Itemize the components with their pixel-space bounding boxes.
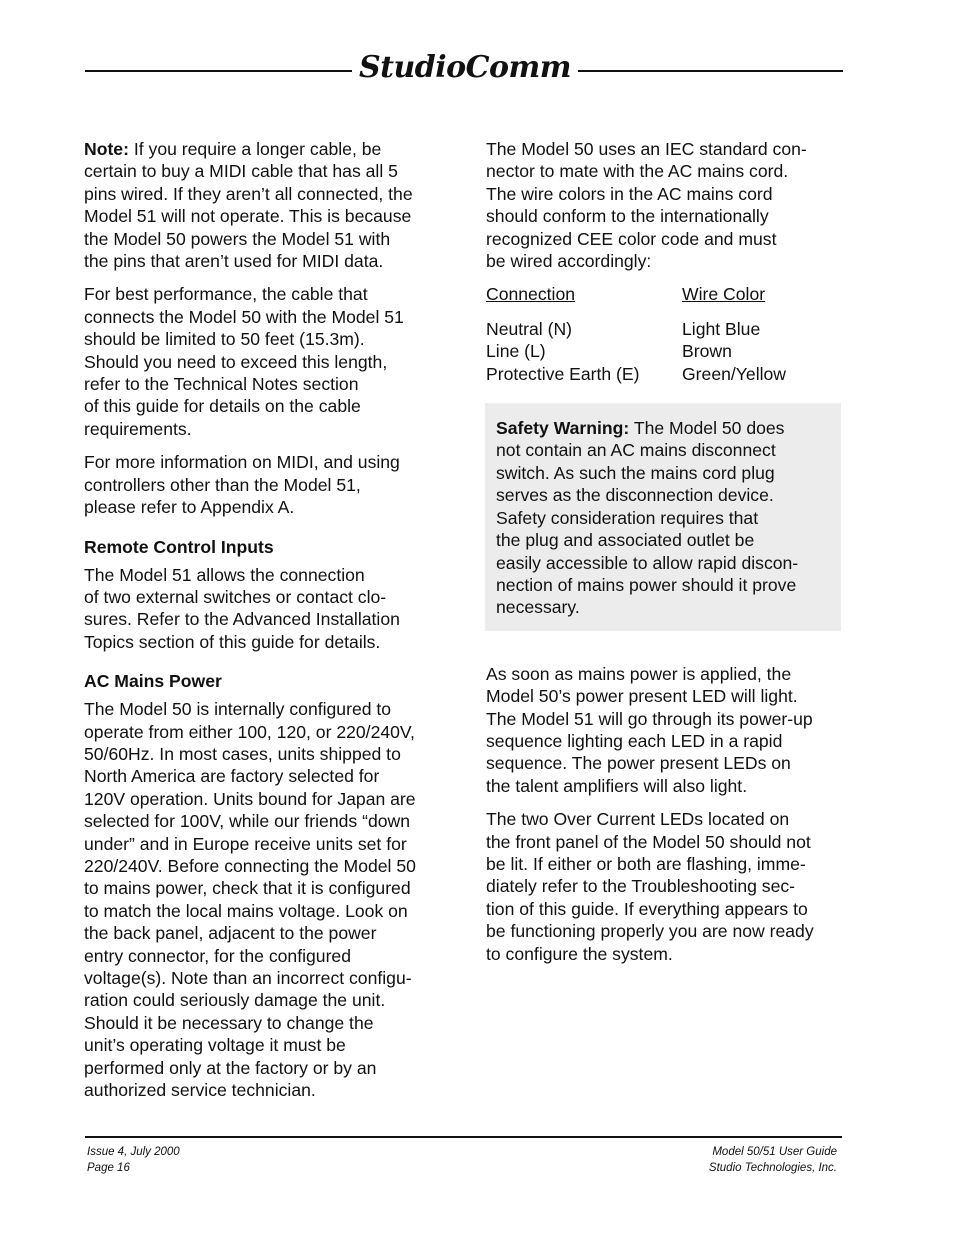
- table-row: Protective Earth (E) Green/Yellow: [486, 363, 786, 384]
- note-paragraph: Note: If you require a longer cable, be certain to buy a MIDI cable that has all 5 pins wired. If they aren’t all connected, the Model 51 will not operate. This is because the Model 50 powers the Model 51 with the pins that aren’t used for MIDI data.: [84, 139, 413, 272]
- guide-title: Model 50/51 User Guide: [712, 1146, 837, 1158]
- power-on-paragraph: As soon as mains power is applied, the Model 50’s power present LED will light. The Model 51 will go through its power-up sequence lighting each LED in a rapid sequence. The power present LEDs on the talent amplifiers will also light.: [486, 663, 813, 796]
- ac-mains-heading: AC Mains Power: [84, 671, 222, 692]
- table-row: Line (L) Brown: [486, 341, 732, 362]
- studiocomm-logo: StudioComm: [358, 50, 572, 85]
- safety-warning-box: [485, 403, 841, 631]
- remote-control-heading: Remote Control Inputs: [84, 536, 274, 557]
- right-column: [486, 138, 844, 976]
- note-label: Note:: [84, 139, 129, 159]
- table-header-row: [486, 283, 844, 305]
- header-rule-right: [578, 70, 843, 72]
- issue-date: Issue 4, July 2000: [87, 1146, 180, 1158]
- wire-color-table: [486, 283, 844, 385]
- wire-color-column-header: Wire Color: [682, 284, 766, 305]
- over-current-paragraph: The two Over Current LEDs located on the front panel of the Model 50 should not be lit. If either or both are flashing, imme- diately refer to the Troubleshooting sec- tion of this guide. If everything appears to be functioning properly you are now ready to configure the system.: [486, 809, 814, 964]
- footer-left: [87, 1145, 180, 1176]
- connection-column-header: Connection: [486, 284, 576, 305]
- safety-warning-label: Safety Warning:: [496, 418, 630, 439]
- left-column: [84, 138, 444, 1112]
- page-number: Page 16: [87, 1161, 130, 1174]
- footer-right: [709, 1145, 837, 1176]
- company-name: Studio Technologies, Inc.: [708, 1161, 837, 1174]
- table-row: Neutral (N) Light Blue: [486, 318, 761, 339]
- midi-info-paragraph: For more information on MIDI, and using controllers other than the Model 51, please refer to Appendix A.: [84, 452, 400, 518]
- remote-control-paragraph: The Model 51 allows the connection of two external switches or contact clo- sures. Refer to the Advanced Installation Topics section of this guide for details.: [84, 564, 400, 652]
- footer-rule: [85, 1136, 842, 1138]
- cable-length-paragraph: For best performance, the cable that connects the Model 50 with the Model 51 should be limited to 50 feet (15.3m). Should you need to exceed this length, refer to the Technical Notes section of this guide for details on the cable requirements.: [84, 284, 404, 439]
- safety-warning-text: Safety Warning: The Model 50 does not contain an AC mains disconnect switch. As such the mains cord plug serves as the disconnection device. Safety consideration requires that the plug and associated outlet be easily accessible to allow rapid discon- nection of mains power should it prove necessary.: [496, 418, 799, 618]
- iec-paragraph: The Model 50 uses an IEC standard con- nector to mate with the AC mains cord. The wire colors in the AC mains cord should conform to the internationally recognized CEE color code and must be wired accordingly:: [486, 139, 807, 272]
- ac-mains-paragraph: The Model 50 is internally configured to operate from either 100, 120, or 220/240V, 50/60Hz. In most cases, units shipped to North America are factory selected for 120V operation. Units bound for Japan are selected for 100V, while our friends “down under” and in Europe receive units set for 220/240V. Before connecting the Model 50 to mains power, check that it is configured to match the local mains voltage. Look on the back panel, adjacent to the power entry connector, for the configured voltage(s). Note than an incorrect configu- ration could seriously damage the unit. Should it be necessary to change the unit’s operating voltage it must be performed only at the factory or by an authorized service technician.: [84, 699, 416, 1101]
- header-rule-left: [85, 70, 352, 72]
